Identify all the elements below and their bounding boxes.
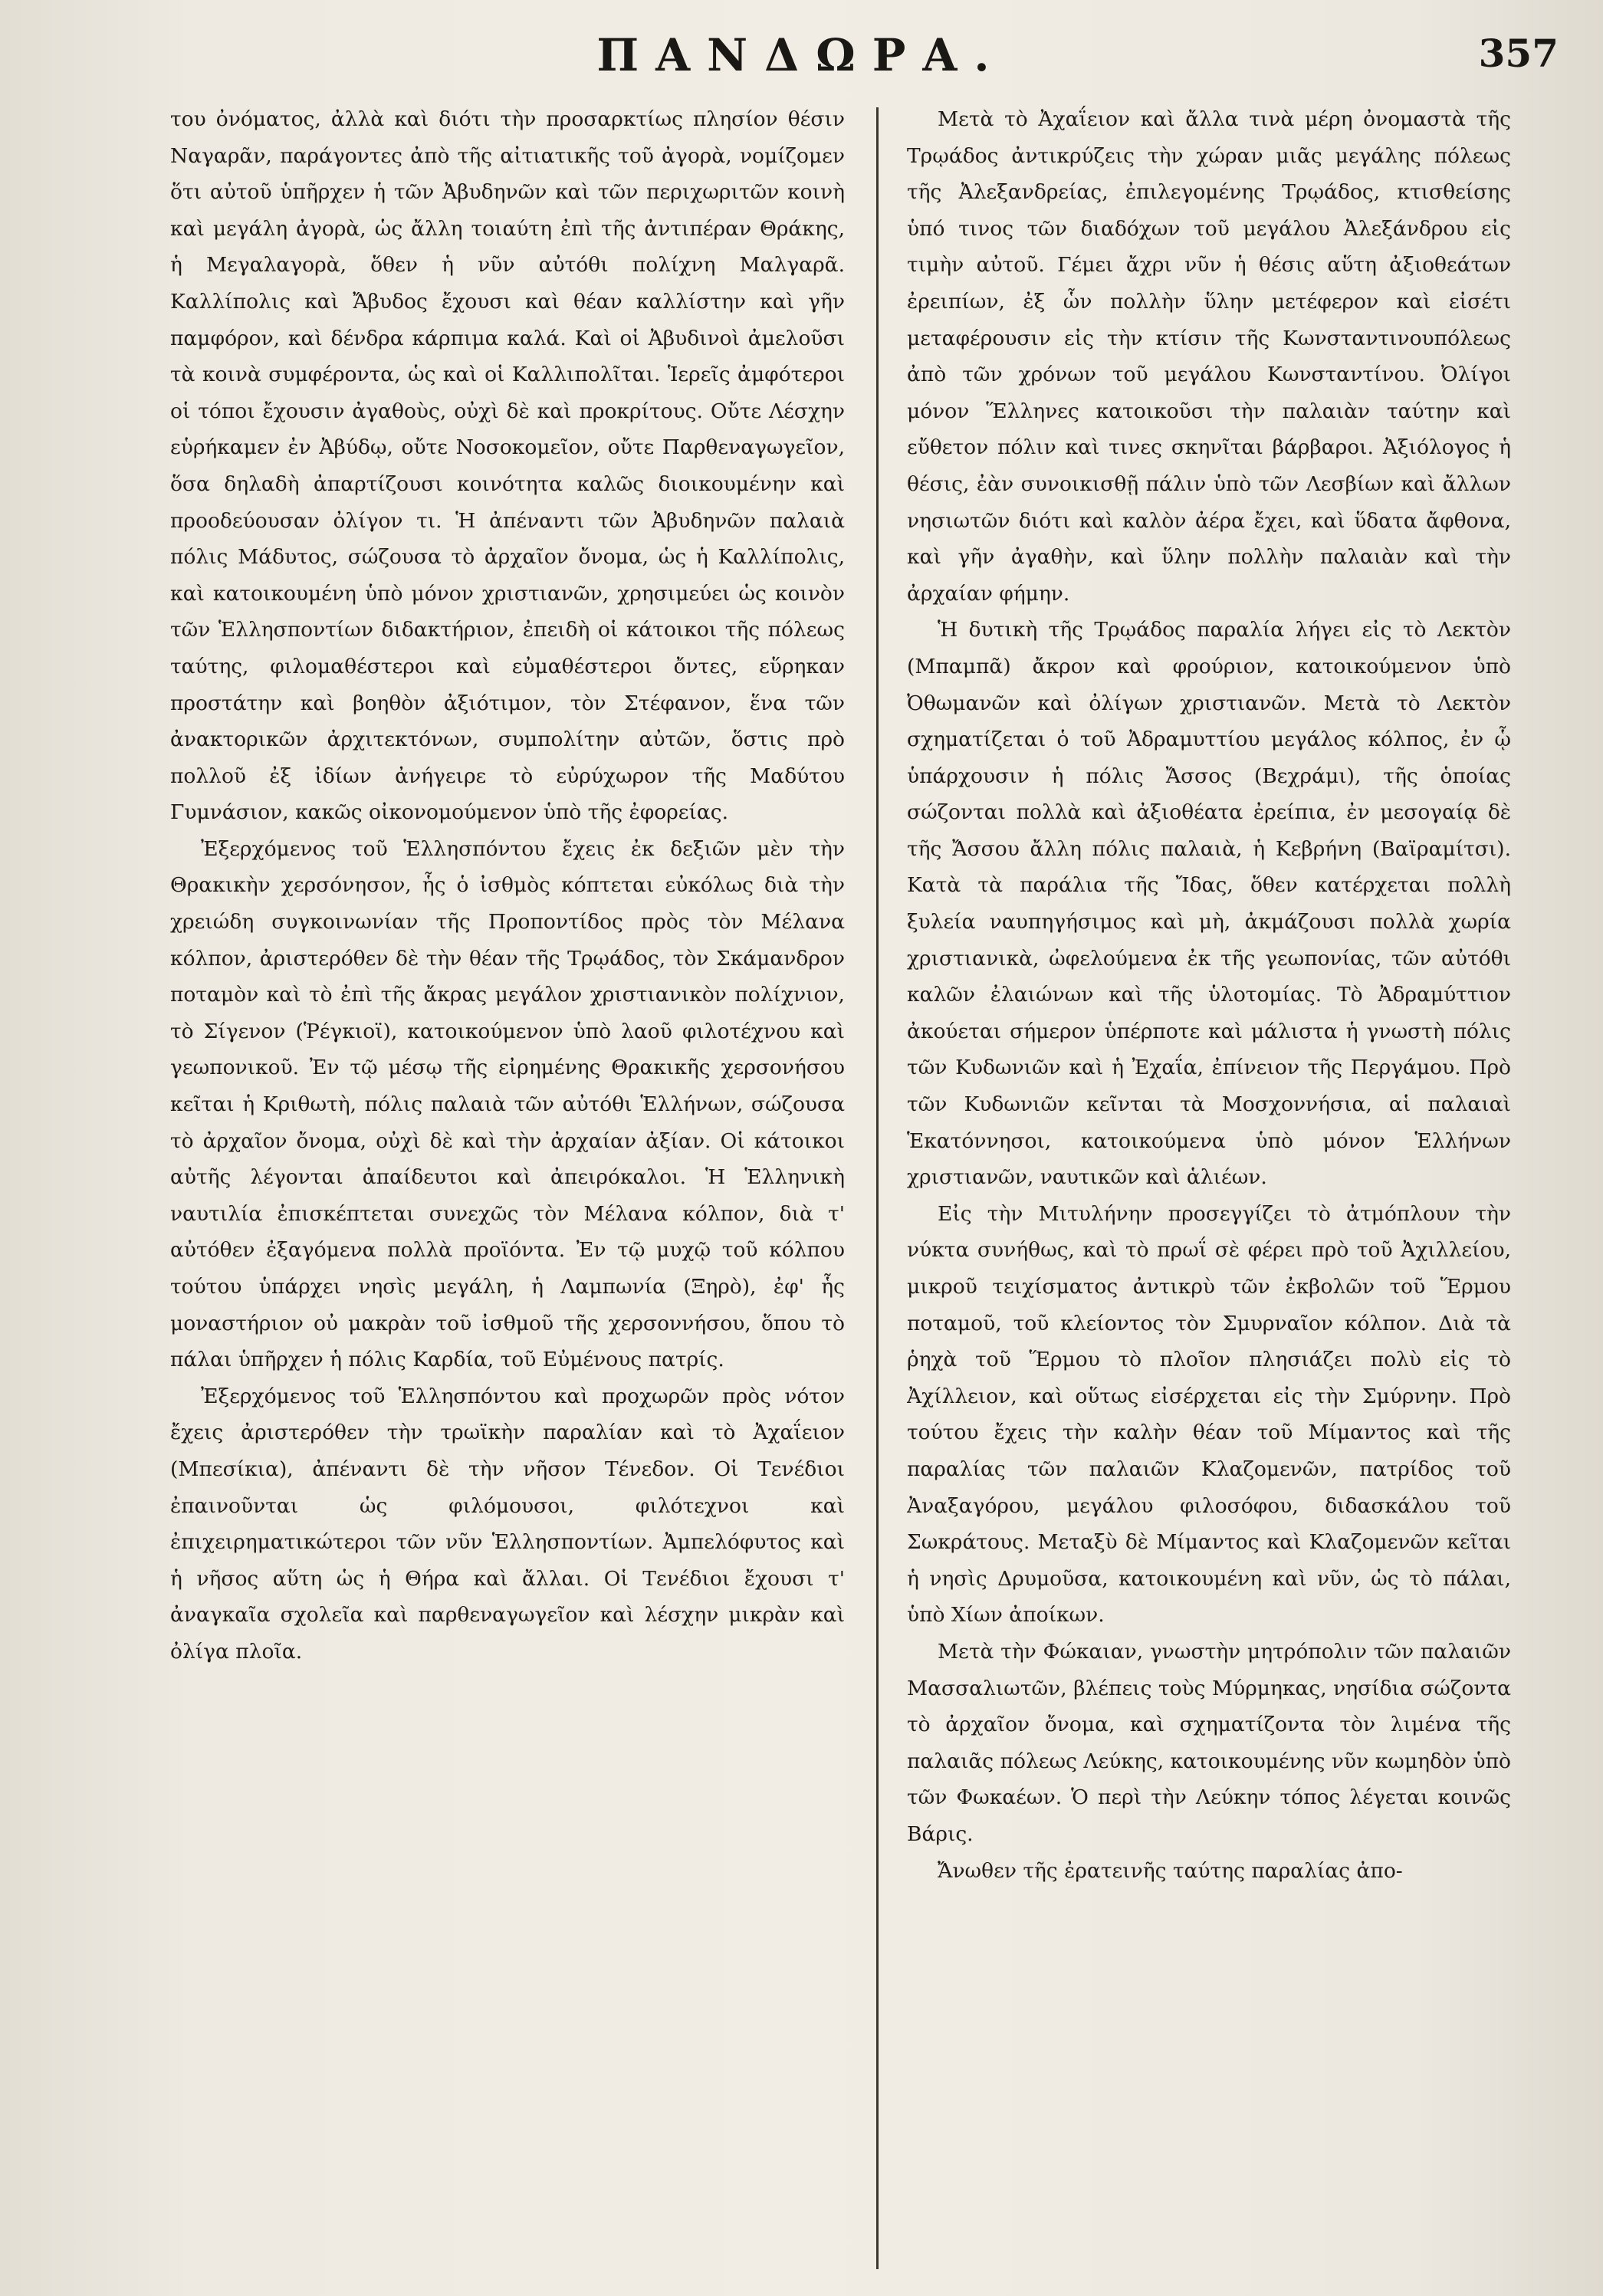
paragraph: Ἡ δυτικὴ τῆς Τρῳάδος παραλία λήγει εἰς τὸ Λεκτὸν (Μπαμπᾶ) ἄκρον καὶ φρούριον, κατοικούμενον ὑπὸ Ὀθωμανῶν καὶ ὀλίγων χριστιανῶν. Μετὰ τὸ Λεκτὸν σχηματίζεται ὁ τοῦ Ἀδραμυττίου μεγάλος κόλπος, ἐν ᾧ ὑπάρχουσιν ἡ πόλις Ἄσσος (Βεχράμι), τῆς ὁποίας σώζονται πολλὰ καὶ ἀξιοθέατα ἐρείπια, ἐν μεσογαίᾳ δὲ τῆς Ἄσσου ἄλλη πόλις παλαιὰ, ἡ Κεβρήνη (Βαϊραμίτσι). Κατὰ τὰ παράλια τῆς Ἴδας, ὅθεν κατέρχεται πολλὴ ξυλεία ναυπηγήσιμος καὶ μὴ, ἀκμάζουσι πολλὰ χωρία χριστιανικὰ, ὠφελούμενα ἐκ τῆς γεωπονίας, τῶν αὐτόθι καλῶν ἐλαιώνων καὶ τῆς ὑλοτομίας. Τὸ Ἀδραμύττιον ἀκούεται σήμερον ὑπέρποτε καὶ μάλιστα ἡ γνωστὴ πόλις τῶν Κυδωνιῶν καὶ ἡ Ἐχαΐα, ἐπίνειον τῆς Περγάμου. Πρὸ τῶν Κυδωνιῶν κεῖνται τὰ Μοσχοννήσια, αἱ παλαιαὶ Ἑκατόννησοι, κατοικούμενα ὑπὸ μόνον Ἑλλήνων χριστιανῶν, ναυτικῶν καὶ ἁλιέων. [907, 618, 1511, 1190]
paragraph: του ὀνόματος, ἀλλὰ καὶ διότι τὴν προσαρκτίως πλησίον θέσιν Ναγαρᾶν, παράγοντες ἀπὸ τῆς αἰτιατικῆς τοῦ ἀγορὰ, νομίζομεν ὅτι αὐτοῦ ὑπῆρχεν ἡ τῶν Ἀβυδηνῶν καὶ τῶν περιχωριτῶν κοινὴ καὶ μεγάλη ἀγορὰ, ὡς ἄλλη τοιαύτη ἐπὶ τῆς ἀντιπέραν Θράκης, ἡ Μεγαλαγορὰ, ὅθεν ἡ νῦν αὐτόθι πολίχνη Μαλγαρᾶ. Καλλίπολις καὶ Ἄβυδος ἔχουσι καὶ θέαν καλλίστην καὶ γῆν παμφόρον, καὶ δένδρα κάρπιμα καλά. Καὶ οἱ Ἀβυδινοὶ ἀμελοῦσι τὰ κοινὰ συμφέροντα, ὡς καὶ οἱ Καλλιπολῖται. Ἱερεῖς ἀμφότεροι οἱ τόποι ἔχουσιν ἀγαθοὺς, οὐχὶ δὲ καὶ προκρίτους. Οὔτε Λέσχην εὑρήκαμεν ἐν Ἀβύδῳ, οὔτε Νοσοκομεῖον, οὔτε Παρθεναγωγεῖον, ὅσα δηλαδὴ ἀπαρτίζουσι κοινότητα καλῶς διοικουμένην καὶ προοδεύουσαν ὀλίγον τι. Ἡ ἀπέναντι τῶν Ἀβυδηνῶν παλαιὰ πόλις Μάδυτος, σώζουσα τὸ ἀρχαῖον ὄνομα, ὡς ἡ Καλλίπολις, καὶ κατοικουμένη ὑπὸ μόνον χριστιανῶν, χρησιμεύει ὡς κοινὸν τῶν Ἑλλησποντίων διδακτήριον, ἐπειδὴ οἱ κάτοικοι τῆς πόλεως ταύτης, φιλομαθέστεροι καὶ εὐμαθέστεροι ὄντες, εὕρηκαν προστάτην καὶ βοηθὸν ἀξιότιμον, τὸν Στέφανον, ἕνα τῶν ἀνακτορικῶν ἀρχιτεκτόνων, συμπολίτην αὐτῶν, ὅστις πρὸ πολλοῦ ἐξ ἰδίων ἀνήγειρε τὸ εὐρύχωρον τῆς Μαδύτου Γυμνάσιον, κακῶς οἰκονομούμενον ὑπὸ τῆς ἐφορείας. [170, 107, 845, 825]
paragraph: Εἰς τὴν Μιτυλήνην προσεγγίζει τὸ ἀτμόπλουν τὴν νύκτα συνήθως, καὶ τὸ πρωΐ σὲ φέρει πρὸ τοῦ Ἀχιλλείου, μικροῦ τειχίσματος ἀντικρὺ τῶν ἐκβολῶν τοῦ Ἕρμου ποταμοῦ, τοῦ κλείοντος τὸν Σμυρναῖον κόλπον. Διὰ τὰ ῥηχὰ τοῦ Ἕρμου τὸ πλοῖον πλησιάζει πολὺ εἰς τὸ Ἀχίλλειον, καὶ οὕτως εἰσέρχεται εἰς τὴν Σμύρνην. Πρὸ τούτου ἔχεις τὴν καλὴν θέαν τοῦ Μίμαντος καὶ τῆς παραλίας τῶν παλαιῶν Κλαζομενῶν, πατρίδος τοῦ Ἀναξαγόρου, μεγάλου φιλοσόφου, διδασκάλου τοῦ Σωκράτους. Μεταξὺ δὲ Μίμαντος καὶ Κλαζομενῶν κεῖται ἡ νησὶς Δρυμοῦσα, κατοικουμένη καὶ νῦν, ὡς τὸ πάλαι, ὑπὸ Χίων ἀποίκων. [907, 1201, 1511, 1628]
left-column [170, 101, 845, 2273]
paragraph: Ἐξερχόμενος τοῦ Ἑλλησπόντου καὶ προχωρῶν πρὸς νότον ἔχεις ἀριστερόθεν τὴν τρωϊκὴν παραλίαν καὶ τὸ Ἀχαΐειον (Μπεσίκια), ἀπέναντι δὲ τὴν νῆσον Τένεδον. Οἱ Τενέδιοι ἐπαινοῦνται ὡς φιλόμουσοι, φιλότεχνοι καὶ ἐπιχειρηματικώτεροι τῶν νῦν Ἑλλησποντίων. Ἀμπελόφυτος καὶ ἡ νῆσος αὕτη ὡς ἡ Θήρα καὶ ἄλλαι. Οἱ Τενέδιοι ἔχουσι τ' ἀναγκαῖα σχολεῖα καὶ παρθεναγωγεῖον καὶ λέσχην μικρὰν καὶ ὀλίγα πλοῖα. [170, 1384, 845, 1664]
column-divider [876, 107, 879, 2269]
right-column [907, 101, 1511, 2273]
page-number: 357 [1478, 31, 1559, 76]
paragraph: Ἄνωθεν τῆς ἐρατεινῆς ταύτης παραλίας ἀπο- [938, 1858, 1403, 1883]
paragraph: Μετὰ τὴν Φώκαιαν, γνωστὴν μητρόπολιν τῶν παλαιῶν Μασσαλιωτῶν, βλέπεις τοὺς Μύρμηκας, νησίδια σώζοντα τὸ ἀρχαῖον ὄνομα, καὶ σχηματίζοντα τὸν λιμένα τῆς παλαιᾶς πόλεως Λεύκης, κατοικουμένης νῦν κωμηδὸν ὑπὸ τῶν Φωκαέων. Ὁ περὶ τὴν Λεύκην τόπος λέγεται κοινῶς Βάρις. [907, 1639, 1511, 1846]
running-title: ΠΑΝΔΩΡΑ. [596, 29, 1007, 81]
paragraph: Ἐξερχόμενος τοῦ Ἑλλησπόντου ἔχεις ἐκ δεξιῶν μὲν τὴν Θρακικὴν χερσόνησον, ἧς ὁ ἰσθμὸς κόπτεται εὐκόλως διὰ τὴν χρειώδη συγκοινωνίαν τῆς Προποντίδος πρὸς τὸν Μέλανα κόλπον, ἀριστερόθεν δὲ τὴν θέαν τῆς Τρῳάδος, τὸν Σκάμανδρον ποταμὸν καὶ τὸ ἐπὶ τῆς ἄκρας μεγάλον χριστιανικὸν πολίχνιον, τὸ Σίγενον (Ῥέγκιοϊ), κατοικούμενον ὑπὸ λαοῦ φιλοτέχνου καὶ γεωπονικοῦ. Ἐν τῷ μέσῳ τῆς εἰρημένης Θρακικῆς χερσονήσου κεῖται ἡ Κριθωτὴ, πόλις παλαιὰ τῶν αὐτόθι Ἑλλήνων, σώζουσα τὸ ἀρχαῖον ὄνομα, οὐχὶ δὲ καὶ τὴν ἀρχαίαν ἀξίαν. Οἱ κάτοικοι αὐτῆς λέγονται ἀπαίδευτοι καὶ ἀπειρόκαλοι. Ἡ Ἑλληνικὴ ναυτιλία ἐπισκέπτεται συνεχῶς τὸν Μέλανα κόλπον, διὰ τ' αὐτόθεν ἐξαγόμενα πολλὰ προϊόντα. Ἐν τῷ μυχῷ τοῦ κόλπου τούτου ὑπάρχει νησὶς μεγάλη, ἡ Λαμπωνία (Ξηρὸ), ἐφ' ἧς μοναστήριον οὐ μακρὰν τοῦ ἰσθμοῦ τῆς χερσοννήσου, ὅπου τὸ πάλαι ὑπῆρχεν ἡ πόλις Καρδία, τοῦ Εὐμένους πατρίς. [170, 836, 845, 1372]
paragraph: Μετὰ τὸ Ἀχαΐειον καὶ ἄλλα τινὰ μέρη ὀνομαστὰ τῆς Τρῳάδος ἀντικρύζεις τὴν χώραν μιᾶς μεγάλης πόλεως τῆς Ἀλεξανδρείας, ἐπιλεγομένης Τρῳάδος, κτισθείσης ὑπό τινος τῶν διαδόχων τοῦ μεγάλου Ἀλεξάνδρου εἰς τιμὴν αὐτοῦ. Γέμει ἄχρι νῦν ἡ θέσις αὕτη ἀξιοθεάτων ἐρειπίων, ἐξ ὧν πολλὴν ὕλην μετέφερον καὶ εἰσέτι μεταφέρουσιν εἰς τὴν κτίσιν τῆς Κωνσταντινουπόλεως ἀπὸ τῶν χρόνων τοῦ μεγάλου Κωνσταντίνου. Ὀλίγοι μόνον Ἕλληνες κατοικοῦσι τὴν παλαιὰν ταύτην καὶ εὔθετον πόλιν καὶ τινες σκηνῖται βάρβαροι. Ἀξιόλογος ἡ θέσις, ἐὰν συνοικισθῇ πάλιν ὑπὸ τῶν Λεσβίων καὶ ἄλλων νησιωτῶν διότι καὶ καλὸν ἀέρα ἔχει, καὶ ὕδατα ἄφθονα, καὶ γῆν ἀγαθὴν, καὶ ὕλην πολλὴν παλαιὰν καὶ τὴν ἀρχαίαν φήμην. [907, 107, 1511, 606]
